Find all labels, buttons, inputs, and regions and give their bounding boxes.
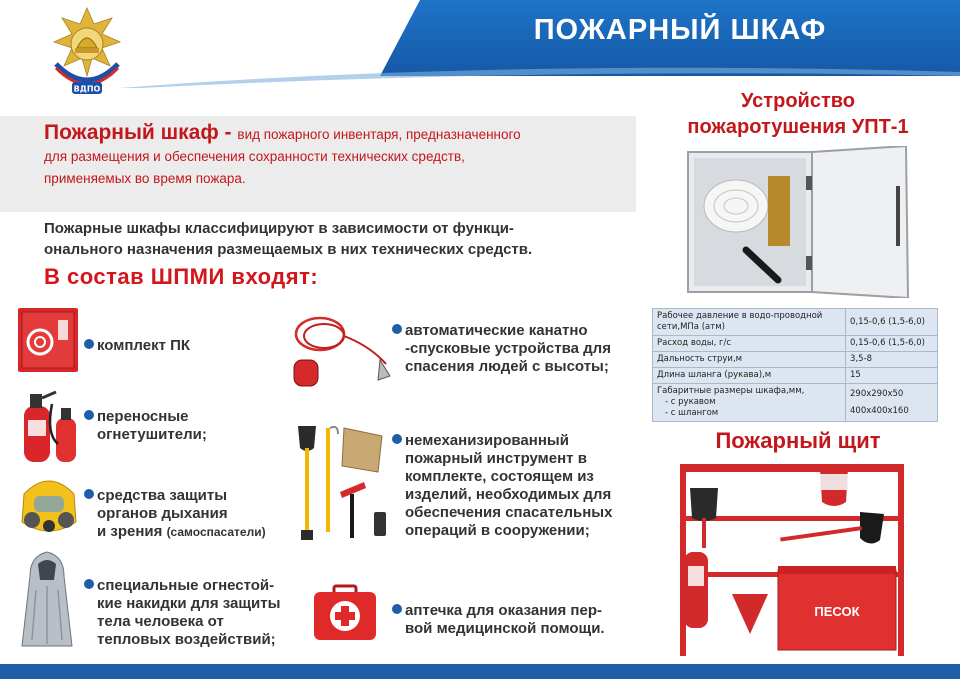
item-extinguishers: переносные огнетушители; bbox=[84, 408, 207, 444]
table-row bbox=[653, 352, 938, 368]
spec-value: 0,15-0,6 (1,5-6,0) bbox=[846, 336, 938, 352]
bullet-icon bbox=[392, 604, 402, 614]
vdpo-emblem-icon bbox=[42, 4, 132, 104]
svg-text:ВДПО: ВДПО bbox=[73, 84, 101, 94]
spec-value: 0,15-0,6 (1,5-6,0) bbox=[846, 309, 938, 336]
item-pk-kit: комплект ПК bbox=[84, 337, 190, 355]
extinguisher-icon bbox=[16, 384, 82, 464]
classification-text: Пожарные шкафы классифицируют в зависимости от функци- онального назначения размещаемых в них технических средств. bbox=[44, 220, 533, 258]
bullet-icon bbox=[84, 339, 94, 349]
spec-param: Габаритные размеры шкафа,мм, - с рукавом - с шлангом bbox=[653, 384, 846, 422]
bullet-icon bbox=[392, 324, 402, 334]
bullet-icon bbox=[84, 489, 94, 499]
table-row bbox=[653, 384, 938, 422]
fire-shield-icon bbox=[670, 462, 918, 658]
header-swoosh bbox=[0, 58, 960, 88]
specs-table bbox=[652, 308, 938, 422]
composition-heading: В состав ШПМИ входят: bbox=[44, 264, 319, 289]
spec-param: Рабочее давление в водо-проводной сети,МПа (атм) bbox=[653, 309, 846, 336]
respirator-icon bbox=[14, 474, 84, 540]
table-row bbox=[653, 309, 938, 336]
bullet-icon bbox=[84, 410, 94, 420]
definition-text: Пожарный шкаф - вид пожарного инвентаря, предназначенного для размещения и обеспечения сохранности технических средств, применяемых во время пожара. bbox=[44, 121, 521, 186]
device-title: Устройство пожаротушения УПТ-1 bbox=[687, 90, 909, 138]
spec-value: 15 bbox=[846, 368, 938, 384]
item-fireproof-cape: специальные огнестой- кие накидки для защиты тела человека от тепловых воздействий; bbox=[84, 577, 280, 649]
item-rope-descent-devices: автоматические канатно -спусковые устройства для спасения людей с высоты; bbox=[392, 322, 611, 376]
spec-value: 290x290x50 400x400x160 bbox=[846, 384, 938, 422]
table-row bbox=[653, 336, 938, 352]
fire-cabinet-icon bbox=[16, 306, 80, 374]
spec-param: Дальность струи,м bbox=[653, 352, 846, 368]
spec-param: Расход воды, г/с bbox=[653, 336, 846, 352]
fire-tools-icon bbox=[290, 422, 394, 544]
spec-param: Длина шланга (рукава),м bbox=[653, 368, 846, 384]
shield-title: Пожарный щит bbox=[715, 428, 881, 453]
bullet-icon bbox=[392, 434, 402, 444]
protective-cape-icon bbox=[18, 550, 76, 650]
spec-value: 3,5-8 bbox=[846, 352, 938, 368]
item-first-aid-kit: аптечка для оказания пер- вой медицинской помощи. bbox=[392, 602, 605, 638]
upt1-cabinet-icon bbox=[686, 146, 914, 298]
rope-descender-icon bbox=[290, 306, 394, 392]
item-fire-tools: немеханизированный пожарный инструмент в комплекте, состоящем из изделий, необходимых для обеспечения спасательных операций в сооружении; bbox=[392, 432, 612, 540]
definition-term: Пожарный шкаф - bbox=[44, 121, 238, 144]
sand-box-label: ПЕСОК bbox=[814, 604, 860, 619]
first-aid-kit-icon bbox=[312, 584, 378, 642]
item-breathing-protection: средства защиты органов дыхания и зрения (самоспасатели) bbox=[84, 487, 266, 541]
bullet-icon bbox=[84, 579, 94, 589]
header-bar bbox=[0, 0, 960, 76]
page-title: ПОЖАРНЫЙ ШКАФ bbox=[533, 14, 827, 46]
table-row bbox=[653, 368, 938, 384]
footer-bar bbox=[0, 664, 960, 679]
